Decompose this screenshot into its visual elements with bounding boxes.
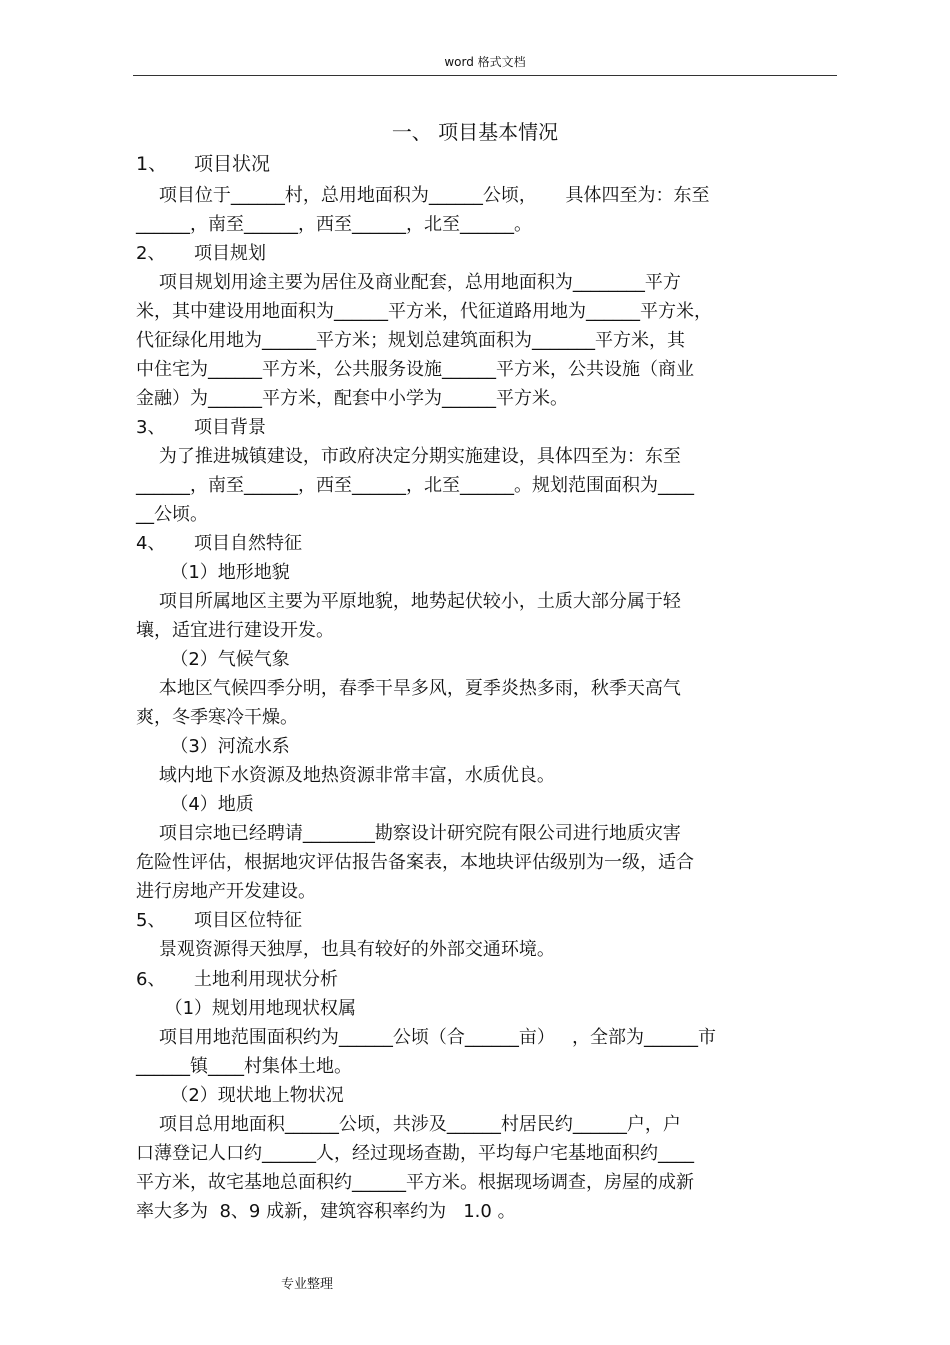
paragraph-line: 景观资源得天独厚，也具有较好的外部交通环境。	[136, 939, 555, 960]
section-title: 项目状况	[194, 153, 271, 175]
section-title: 项目自然特征	[194, 533, 302, 554]
paragraph-line: 爽，冬季寒冷干燥。	[136, 707, 298, 728]
subheading: （4）地质	[136, 794, 254, 815]
section-number: 5、	[136, 910, 166, 931]
paragraph-line: 壤，适宜进行建设开发。	[136, 620, 334, 641]
section-title: 项目规划	[194, 243, 266, 264]
paragraph-line: 本地区气候四季分明，春季干旱多风，夏季炎热多雨，秋季天高气	[136, 678, 681, 699]
section-heading-5	[136, 907, 302, 935]
paragraph-line: 代征绿化用地为______平方米；规划总建筑面积为_______平方米，其	[136, 330, 685, 351]
page-footer: 专业整理	[281, 1277, 334, 1292]
paragraph-line: 为了推进城镇建设，市政府决定分期实施建设，具体四至为：东至	[136, 446, 681, 467]
paragraph-line: 金融）为______平方米，配套中小学为______平方米。	[136, 388, 568, 409]
paragraph-line: 率大多为 8、9 成新，建筑容积率约为 1.0 。	[136, 1201, 516, 1222]
paragraph-line: ______镇____村集体土地。	[136, 1056, 352, 1077]
section-number: 1、	[136, 153, 168, 175]
section-heading-3	[136, 414, 266, 442]
section-title: 项目区位特征	[194, 910, 302, 931]
section-number: 3、	[136, 417, 166, 438]
subheading: （1）地形地貌	[136, 562, 290, 583]
paragraph-line: 项目总用地面积______公顷，共涉及______村居民约______户，户	[136, 1114, 681, 1135]
section-heading-1	[136, 150, 270, 178]
section-number: 4、	[136, 533, 166, 554]
paragraph-line: 进行房地产开发建设。	[136, 881, 316, 902]
paragraph-line: 项目规划用途主要为居住及商业配套，总用地面积为________平方	[136, 272, 681, 293]
header-divider	[133, 75, 837, 76]
paragraph-line: 项目所属地区主要为平原地貌，地势起伏较小，土质大部分属于轻	[136, 591, 681, 612]
section-title: 土地利用现状分析	[194, 969, 338, 990]
paragraph-line: ______，南至______，西至______，北至______。规划范围面积为____	[136, 475, 694, 496]
paragraph-line: 项目宗地已经聘请________勘察设计研究院有限公司进行地质灾害	[136, 823, 681, 844]
paragraph-line: 口薄登记人口约______人，经过现场查勘，平均每户宅基地面积约____	[136, 1143, 694, 1164]
paragraph-line: 项目用地范围面积约为______公顷（合______亩） ，全部为______市	[136, 1027, 717, 1048]
paragraph-line: 项目位于______村，总用地面积为______公顷， 具体四至为：东至	[136, 185, 710, 206]
section-number: 6、	[136, 969, 166, 990]
subheading: （1）规划用地现状权属	[136, 998, 357, 1019]
document-title: 一、 项目基本情况	[391, 120, 559, 144]
paragraph-line: 域内地下水资源及地热资源非常丰富，水质优良。	[136, 765, 555, 786]
paragraph-line: ______，南至______，西至______，北至______。	[136, 214, 532, 235]
paragraph-line: 危险性评估，根据地灾评估报告备案表，本地块评估级别为一级，适合	[136, 852, 694, 873]
paragraph-line: 平方米，故宅基地总面积约______平方米。根据现场调查，房屋的成新	[136, 1172, 694, 1193]
subheading: （2）现状地上物状况	[136, 1085, 344, 1106]
section-heading-4	[136, 530, 302, 558]
page-header: word 格式文档	[444, 55, 526, 69]
section-heading-6	[136, 966, 338, 994]
subheading: （3）河流水系	[136, 736, 290, 757]
paragraph-line: 米，其中建设用地面积为______平方米，代征道路用地为______平方米，	[136, 301, 712, 322]
section-title: 项目背景	[194, 417, 266, 438]
paragraph-line: __公顷。	[136, 504, 208, 525]
section-number: 2、	[136, 243, 166, 264]
section-heading-2	[136, 240, 266, 268]
paragraph-line: 中住宅为______平方米，公共服务设施______平方米，公共设施（商业	[136, 359, 694, 380]
subheading: （2）气候气象	[136, 649, 290, 670]
